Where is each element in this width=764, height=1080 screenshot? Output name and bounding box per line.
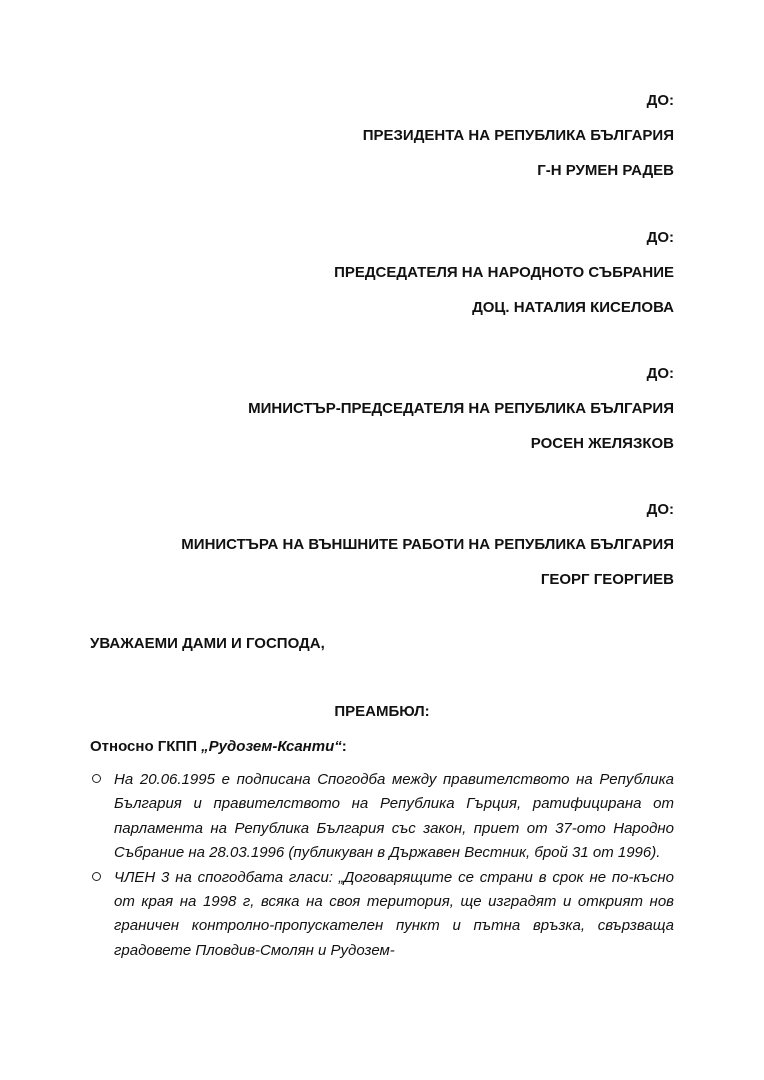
addressee-to-label: ДО: bbox=[646, 92, 674, 109]
addressee-name: Г-Н РУМЕН РАДЕВ bbox=[537, 162, 674, 179]
addressee-name: ГЕОРГ ГЕОРГИЕВ bbox=[540, 571, 674, 588]
addressee-name: РОСЕН ЖЕЛЯЗКОВ bbox=[530, 435, 674, 452]
subject-prefix: Относно ГКПП bbox=[90, 738, 202, 755]
addressee-block-parliament-chair bbox=[90, 229, 674, 317]
addressee-block-prime-minister bbox=[90, 365, 674, 453]
addressee-to-label: ДО: bbox=[646, 229, 674, 246]
addressee-office: ПРЕЗИДЕНТА НА РЕПУБЛИКА БЪЛГАРИЯ bbox=[362, 127, 674, 144]
addressee-office: ПРЕДСЕДАТЕЛЯ НА НАРОДНОТО СЪБРАНИЕ bbox=[334, 264, 674, 281]
list-item bbox=[90, 866, 674, 964]
hollow-circle-bullet-icon bbox=[92, 774, 101, 783]
addressee-office: МИНИСТЪР-ПРЕДСЕДАТЕЛЯ НА РЕПУБЛИКА БЪЛГАРИЯ bbox=[248, 400, 674, 417]
subject-suffix: : bbox=[341, 738, 347, 755]
list-item-text: На 20.06.1995 е подписана Спогодба между правителството на Република България и правителството на Република Гърция, ратифицирана от парламента на Република България със закон, приет от 37-ото Народно Събрание на 28.03.1996 (публикуван в Държавен Вестник, брой 31 от 1996). bbox=[114, 771, 674, 862]
list-item-text: ЧЛЕН 3 на спогодбата гласи: „Договарящите се страни в срок не по-късно от края на 1998 г, всяка на своя територия, ще изградят и открият нов граничен контролно-пропускателен пункт и пътна връзка, свързваща градовете Пловдив-Смолян и Рудозем- bbox=[114, 868, 674, 959]
subject-line bbox=[90, 738, 347, 756]
preamble-title: ПРЕАМБЮЛ: bbox=[334, 703, 430, 720]
greeting: УВАЖАЕМИ ДАМИ И ГОСПОДА, bbox=[90, 635, 325, 652]
addressee-block-foreign-minister bbox=[90, 501, 674, 589]
addressee-name: ДОЦ. НАТАЛИЯ КИСЕЛОВА bbox=[472, 299, 674, 316]
subject-checkpoint-name: „Рудозем-Ксанти“ bbox=[201, 738, 342, 755]
addressee-block-president bbox=[90, 92, 674, 180]
addressee-office: МИНИСТЪРА НА ВЪНШНИТЕ РАБОТИ НА РЕПУБЛИКА БЪЛГАРИЯ bbox=[181, 536, 674, 553]
addressee-to-label: ДО: bbox=[646, 501, 674, 518]
preamble-bullet-list bbox=[90, 768, 674, 963]
addressee-to-label: ДО: bbox=[646, 365, 674, 382]
hollow-circle-bullet-icon bbox=[92, 872, 101, 881]
list-item bbox=[90, 768, 674, 866]
